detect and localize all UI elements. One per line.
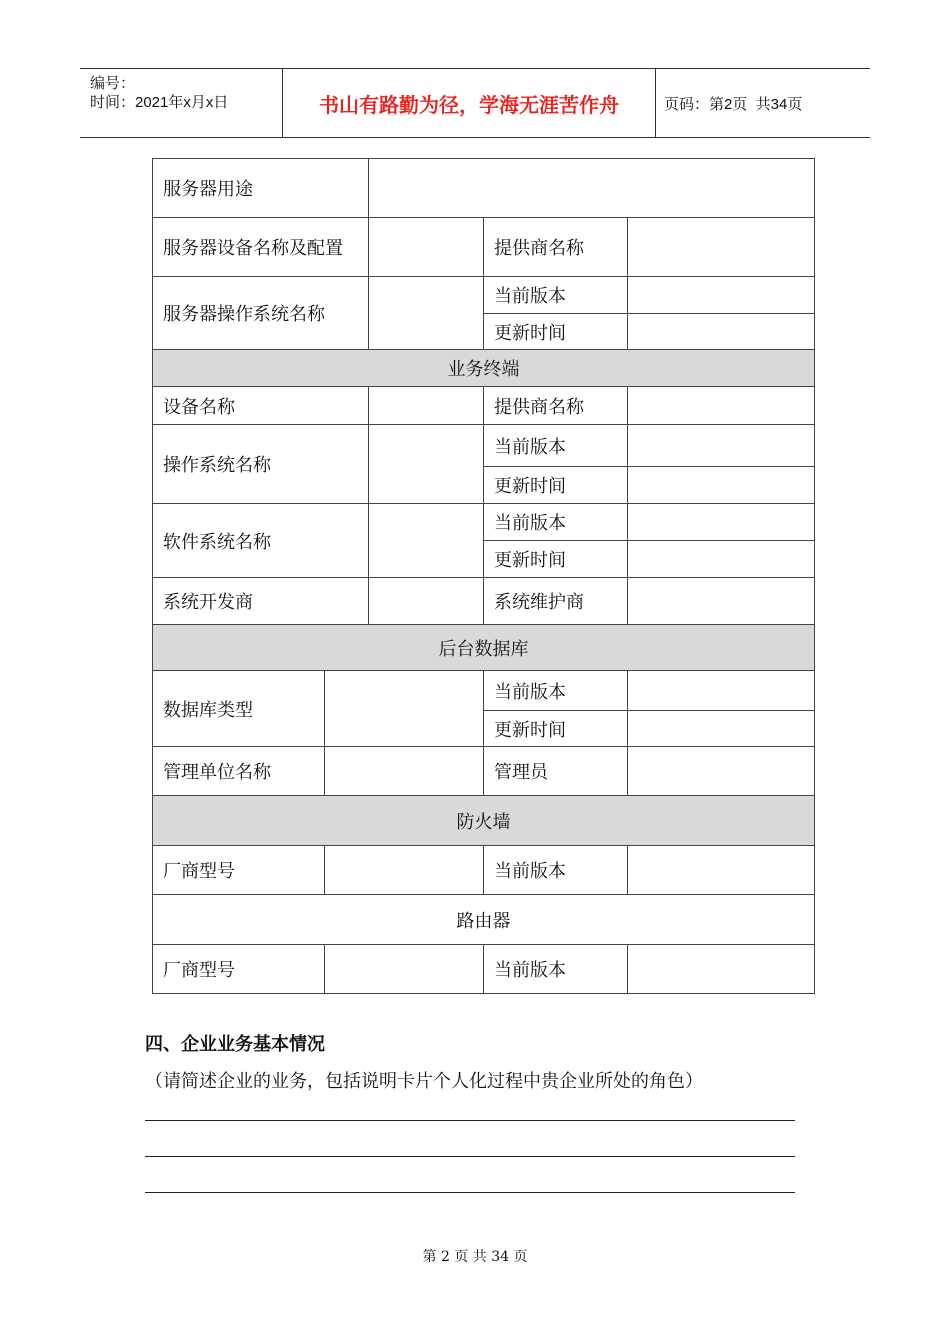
- table-row: [153, 387, 815, 425]
- info-form-table: [152, 158, 815, 994]
- terminal-developer-field[interactable]: [369, 578, 484, 625]
- server-update-field[interactable]: [628, 314, 815, 350]
- terminal-os-update-label: 更新时间: [484, 467, 628, 504]
- firewall-section-title: 防火墙: [153, 796, 815, 846]
- table-row: [153, 625, 815, 671]
- table-row: [153, 277, 815, 314]
- table-row: [153, 159, 815, 218]
- server-version-label: 当前版本: [484, 277, 628, 314]
- database-version-field[interactable]: [628, 671, 815, 711]
- terminal-device-field[interactable]: [369, 387, 484, 425]
- terminal-os-version-label: 当前版本: [484, 425, 628, 467]
- terminal-os-label: 操作系统名称: [153, 425, 369, 504]
- database-admin-field[interactable]: [628, 747, 815, 796]
- database-type-field[interactable]: [325, 671, 484, 747]
- table-row: [153, 846, 815, 895]
- terminal-developer-label: 系统开发商: [153, 578, 369, 625]
- table-row: [153, 671, 815, 711]
- firewall-version-field[interactable]: [628, 846, 815, 895]
- answer-line-3[interactable]: [145, 1192, 795, 1193]
- table-row: [153, 796, 815, 846]
- database-section-title: 后台数据库: [153, 625, 815, 671]
- router-version-label: 当前版本: [484, 945, 628, 994]
- terminal-maintainer-field[interactable]: [628, 578, 815, 625]
- server-device-field[interactable]: [369, 218, 484, 277]
- router-model-label: 厂商型号: [153, 945, 325, 994]
- terminal-provider-field[interactable]: [628, 387, 815, 425]
- table-row: [153, 425, 815, 467]
- table-row: [153, 504, 815, 541]
- header-meta-cell: [80, 69, 283, 137]
- database-update-label: 更新时间: [484, 711, 628, 747]
- answer-line-1[interactable]: [145, 1120, 795, 1121]
- router-version-field[interactable]: [628, 945, 815, 994]
- page-header: [80, 68, 870, 138]
- table-row: [153, 350, 815, 387]
- header-page-info: 页码：第2页 共34页: [664, 95, 803, 113]
- table-row: [153, 895, 815, 945]
- database-type-label: 数据库类型: [153, 671, 325, 747]
- server-os-label: 服务器操作系统名称: [153, 277, 369, 350]
- table-row: [153, 747, 815, 796]
- server-update-label: 更新时间: [484, 314, 628, 350]
- terminal-sw-update-field[interactable]: [628, 541, 815, 578]
- time-label: 时间：2021年x月x日: [90, 94, 229, 111]
- firewall-model-field[interactable]: [325, 846, 484, 895]
- firewall-version-label: 当前版本: [484, 846, 628, 895]
- database-version-label: 当前版本: [484, 671, 628, 711]
- server-provider-field[interactable]: [628, 218, 815, 277]
- terminal-sw-update-label: 更新时间: [484, 541, 628, 578]
- header-motto: 书山有路勤为径，学海无涯苦作舟: [283, 69, 656, 137]
- terminal-section-title: 业务终端: [153, 350, 815, 387]
- terminal-os-update-field[interactable]: [628, 467, 815, 504]
- terminal-sw-version-field[interactable]: [628, 504, 815, 541]
- table-row: [153, 578, 815, 625]
- terminal-os-field[interactable]: [369, 425, 484, 504]
- server-purpose-field[interactable]: [369, 159, 815, 218]
- server-purpose-label: 服务器用途: [153, 159, 369, 218]
- section4-note: （请简述企业的业务，包括说明卡片个人化过程中贵企业所处的角色）: [145, 1071, 703, 1092]
- database-update-field[interactable]: [628, 711, 815, 747]
- server-version-field[interactable]: [628, 277, 815, 314]
- page-footer: 第 2 页 共 34 页: [422, 1249, 528, 1265]
- database-admin-label: 管理员: [484, 747, 628, 796]
- router-model-field[interactable]: [325, 945, 484, 994]
- table-row: [153, 945, 815, 994]
- terminal-provider-label: 提供商名称: [484, 387, 628, 425]
- terminal-software-field[interactable]: [369, 504, 484, 578]
- terminal-sw-version-label: 当前版本: [484, 504, 628, 541]
- terminal-software-label: 软件系统名称: [153, 504, 369, 578]
- section4-title: 四、企业业务基本情况: [145, 1034, 325, 1055]
- router-section-title: 路由器: [153, 895, 815, 945]
- server-device-label: 服务器设备名称及配置: [153, 218, 369, 277]
- database-unit-label: 管理单位名称: [153, 747, 325, 796]
- table-row: [153, 218, 815, 277]
- firewall-model-label: 厂商型号: [153, 846, 325, 895]
- terminal-os-version-field[interactable]: [628, 425, 815, 467]
- terminal-maintainer-label: 系统维护商: [484, 578, 628, 625]
- server-os-field[interactable]: [369, 277, 484, 350]
- answer-line-2[interactable]: [145, 1156, 795, 1157]
- terminal-device-label: 设备名称: [153, 387, 369, 425]
- code-label: 编号：: [90, 75, 136, 92]
- server-provider-label: 提供商名称: [484, 218, 628, 277]
- database-unit-field[interactable]: [325, 747, 484, 796]
